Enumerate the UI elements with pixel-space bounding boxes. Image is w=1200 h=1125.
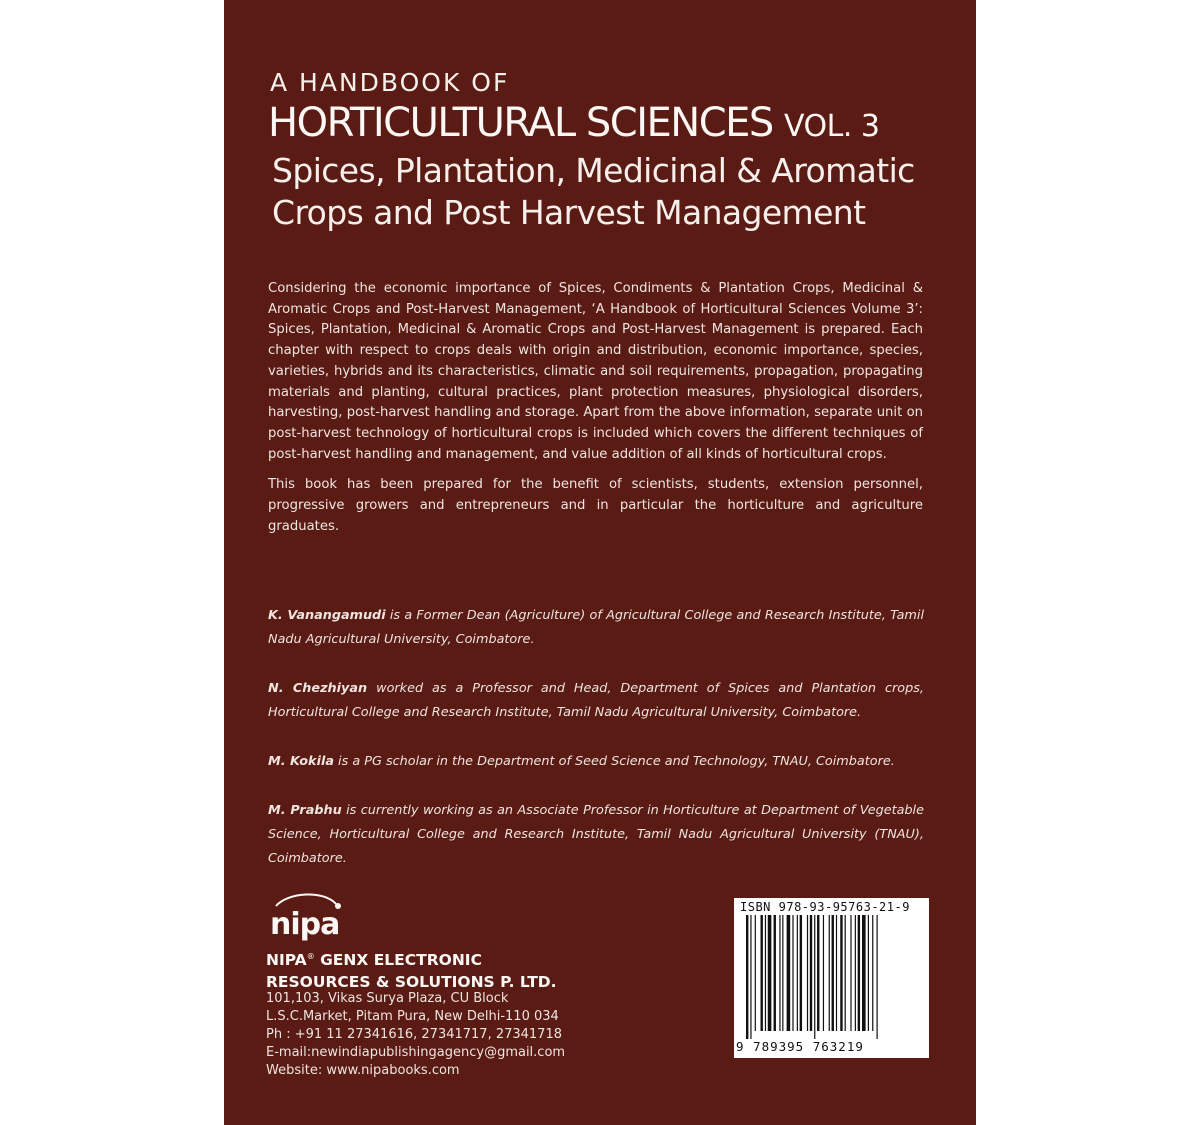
barcode-bar <box>746 915 748 1039</box>
author-bio-4 <box>268 799 924 871</box>
barcode-bar <box>814 915 815 1039</box>
barcode-bar <box>787 915 791 1031</box>
barcode-bar <box>792 915 793 1031</box>
author-name-2: N. Chezhiyan <box>268 681 368 696</box>
book-description <box>268 279 923 547</box>
barcode-bar <box>779 915 780 1031</box>
barcode-bar <box>817 915 819 1031</box>
subtitle-line-1: Spices, Plantation, Medicinal & Aromatic <box>272 151 915 190</box>
address-line-2: L.S.C.Market, Pitam Pura, New Delhi-110 034 <box>266 1009 559 1024</box>
barcode-bar <box>761 915 763 1031</box>
isbn-barcode <box>734 898 929 1058</box>
barcode-bar <box>765 915 766 1031</box>
barcode-bar <box>832 915 834 1031</box>
website-line: Website: www.nipabooks.com <box>266 1063 460 1078</box>
author-text-4: is currently working as an Associate Professor in Horticulture at Department of Vegetable Science, Horticultural College and Research Institute, Tamil Nadu Agricultural University (TNAU), Coimbatore. <box>268 803 924 866</box>
barcode-bar <box>850 915 851 1031</box>
barcode-bar <box>877 915 878 1039</box>
barcode-bars <box>746 915 918 1039</box>
author-name-1: K. Vanangamudi <box>268 608 386 623</box>
nipa-logo <box>268 890 344 950</box>
description-paragraph-1: Considering the economic importance of Spices, Condiments & Plantation Crops, Medicinal & Aromatic Crops and Post-Harvest Management, ‘A Handbook of Horticultural Sciences Volume 3’: Spices, Plantation, Medicinal & Aromatic Crops and Post-Harvest Management is prepared. Each chapter with respect to crops deals with origin and distribution, economic importance, species, varieties, hybrids and its characteristics, climatic and soil requirements, propagation, propagating materials and planting, cultural practices, plant protection measures, physiological disorders, harvesting, post-harvest handling and storage. Apart from the above information, separate unit on post-harvest technology of horticultural crops is included which covers the different techniques of post-harvest handling and management, and value addition of all kinds of horticultural crops. <box>268 281 923 462</box>
author-bio-1 <box>268 604 924 652</box>
barcode-bar <box>845 915 846 1031</box>
description-paragraph-2: This book has been prepared for the benefit of scientists, students, extension personnel, progressive growers and entrepreneurs and in particular the horticulture and agriculture graduates. <box>268 477 923 534</box>
barcode-bar <box>750 915 751 1039</box>
barcode-bar <box>855 915 856 1031</box>
book-title <box>268 100 880 146</box>
author-bio-2 <box>268 677 924 725</box>
barcode-bar <box>797 915 798 1031</box>
barcode-bar <box>800 915 802 1031</box>
barcode-bar <box>810 915 812 1031</box>
publisher-name-line-2: RESOURCES & SOLUTIONS P. LTD. <box>266 973 557 992</box>
barcode-bar <box>768 915 772 1031</box>
barcode-bar <box>858 915 860 1031</box>
subtitle-line-2: Crops and Post Harvest Management <box>272 193 866 232</box>
publisher-address <box>266 990 565 1080</box>
barcode-bar <box>829 915 830 1031</box>
book-title-main: HORTICULTURAL SCIENCES <box>268 100 773 146</box>
logo-wordmark: nipa <box>270 907 340 942</box>
author-bio-3 <box>268 750 924 774</box>
book-subtitle <box>272 150 952 234</box>
barcode-bar <box>774 915 776 1031</box>
title-kicker: A HANDBOOK OF <box>270 68 510 97</box>
barcode-bar <box>755 915 756 1031</box>
email-line: E-mail:newindiapublishingagency@gmail.com <box>266 1045 566 1060</box>
isbn-digits: 9 789395 763219 <box>736 1039 864 1054</box>
barcode-bar <box>868 915 869 1031</box>
author-text-2: worked as a Professor and Head, Department of Spices and Plantation crops, Horticultural College and Research Institute, Tamil Nadu Agricultural University, Coimbatore. <box>268 681 924 720</box>
barcode-bar <box>862 915 866 1031</box>
barcode-bar <box>782 915 783 1031</box>
barcode-bar <box>823 915 824 1031</box>
barcode-bar <box>840 915 842 1031</box>
back-cover <box>224 0 976 1125</box>
author-text-1: is a Former Dean (Agriculture) of Agricultural College and Research Institute, Tamil Nadu Agricultural University, Coimbatore. <box>268 608 925 647</box>
publisher-prefix: NIPA <box>266 951 307 970</box>
barcode-bar <box>836 915 837 1031</box>
publisher-name-line-1: GENX ELECTRONIC <box>314 951 482 970</box>
barcode-bar <box>807 915 808 1031</box>
publisher-name <box>266 946 557 993</box>
address-line-1: 101,103, Vikas Surya Plaza, CU Block <box>266 991 509 1006</box>
isbn-label: ISBN 978-93-95763-21-9 <box>740 900 910 914</box>
phone-line: Ph : +91 11 27341616, 27341717, 27341718 <box>266 1027 562 1042</box>
volume-label: VOL. 3 <box>784 109 880 144</box>
barcode-bar <box>872 915 873 1031</box>
author-name-3: M. Kokila <box>268 754 334 769</box>
author-text-3: is a PG scholar in the Department of Seed Science and Technology, TNAU, Coimbatore. <box>333 754 895 769</box>
registered-mark: ® <box>306 952 315 961</box>
author-name-4: M. Prabhu <box>268 803 342 818</box>
